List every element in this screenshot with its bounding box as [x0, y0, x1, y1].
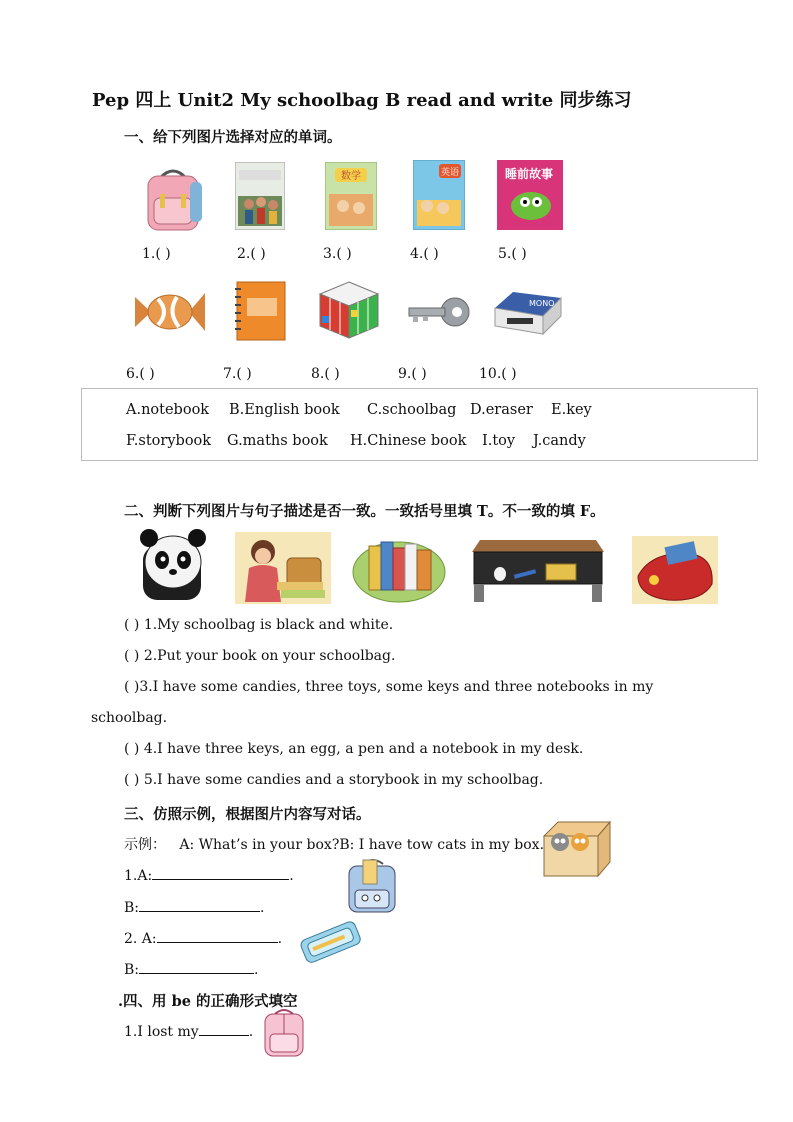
- word-options-box: [81, 388, 758, 461]
- english-book-picture: [413, 160, 465, 230]
- bag-with-books-picture: [351, 534, 449, 604]
- eraser-brand-text: MONO: [529, 299, 555, 308]
- judge-item-3[interactable]: ( )3.I have some candies, three toys, some keys and three notebooks in my: [124, 679, 654, 695]
- answer-blank-3[interactable]: 3.( ): [323, 246, 352, 262]
- maths-book-picture: [325, 162, 377, 230]
- example-label: 示例：: [124, 837, 166, 853]
- answer-blank-8[interactable]: 8.( ): [311, 366, 340, 382]
- answer-blank-6[interactable]: 6.( ): [126, 366, 155, 382]
- page-title: Pep 四上 Unit2 My schoolbag B read and write 同步练习: [92, 90, 632, 111]
- dialogue-1-a-blank[interactable]: [152, 865, 289, 880]
- option-j: J.candy: [533, 433, 586, 449]
- judge-item-3-continued: schoolbag.: [91, 710, 168, 726]
- toy-cube-picture: [318, 280, 380, 340]
- option-g: G.maths book: [227, 433, 328, 449]
- candy-picture: [133, 283, 207, 341]
- judge-item-2[interactable]: ( ) 2.Put your book on your schoolbag.: [124, 648, 396, 664]
- english-book-cover-text: 英语: [440, 168, 460, 178]
- option-a: A.notebook: [126, 402, 210, 418]
- answer-blank-5[interactable]: 5.( ): [498, 246, 527, 262]
- chinese-book-picture: [235, 162, 285, 230]
- option-f: F.storybook: [126, 433, 212, 449]
- option-c: C.schoolbag: [367, 402, 457, 418]
- section4-heading: .四、用 be 的正确形式填空: [118, 993, 298, 1010]
- answer-blank-2[interactable]: 2.( ): [237, 246, 266, 262]
- pink-schoolbag-picture: [259, 1006, 309, 1058]
- dialogue-2-b: B: .: [124, 959, 258, 978]
- girl-putting-book-picture: [235, 532, 331, 604]
- option-b: B.English book: [229, 402, 340, 418]
- storybook-picture: [497, 160, 563, 230]
- key-picture: [407, 292, 471, 332]
- fill-item-1-blank[interactable]: [199, 1021, 249, 1036]
- schoolbag-picture: [138, 164, 208, 234]
- dialogue-1-a-label: 1.A:: [124, 868, 153, 884]
- judge-item-1[interactable]: ( ) 1.My schoolbag is black and white.: [124, 617, 394, 633]
- answer-blank-1[interactable]: 1.( ): [142, 246, 171, 262]
- example-text: A: What’s in your box?B: I have tow cats in my box.: [179, 837, 545, 853]
- pencil-box-picture: [300, 914, 362, 972]
- answer-blank-4[interactable]: 4.( ): [410, 246, 439, 262]
- dialogue-1-b: B: .: [124, 897, 264, 916]
- section2-heading: 二、判断下列图片与句子描述是否一致。一致括号里填 T。不一致的填 F。: [124, 503, 605, 520]
- option-i: I.toy: [482, 433, 516, 449]
- red-bag-picture: [632, 536, 718, 604]
- dialogue-2-a-blank[interactable]: [157, 928, 278, 943]
- dialogue-1-a: 1.A: .: [124, 865, 294, 884]
- judge-item-5[interactable]: ( ) 5.I have some candies and a storybook in my schoolbag.: [124, 772, 544, 788]
- option-d: D.eraser: [470, 402, 533, 418]
- dialogue-2-a-label: 2. A:: [124, 931, 157, 947]
- dialogue-2-a: 2. A: .: [124, 928, 282, 947]
- box-with-cats-picture: [540, 812, 618, 880]
- section3-heading: 三、仿照示例，根据图片内容写对话。: [124, 806, 371, 823]
- storybook-cover-text: 睡前故事: [504, 167, 554, 181]
- answer-blank-7[interactable]: 7.( ): [223, 366, 252, 382]
- dialogue-2-b-label: B:: [124, 962, 140, 978]
- fill-item-1-suffix: .: [248, 1024, 254, 1040]
- fill-item-1-prefix: 1.I lost my: [124, 1024, 199, 1040]
- dialogue-2-b-blank[interactable]: [139, 959, 254, 974]
- option-h: H.Chinese book: [350, 433, 467, 449]
- notebook-picture: [233, 280, 287, 342]
- option-e: E.key: [551, 402, 592, 418]
- eraser-picture: [493, 288, 563, 338]
- desk-picture: [470, 536, 606, 602]
- dialogue-1-b-blank[interactable]: [139, 897, 260, 912]
- answer-blank-10[interactable]: 10.( ): [479, 366, 517, 382]
- judge-item-4[interactable]: ( ) 4.I have three keys, an egg, a pen and a notebook in my desk.: [124, 741, 584, 757]
- answer-blank-9[interactable]: 9.( ): [398, 366, 427, 382]
- panda-schoolbag-picture: [133, 526, 213, 604]
- section1-heading: 一、给下列图片选择对应的单词。: [124, 129, 342, 146]
- dialogue-1-b-label: B:: [124, 900, 140, 916]
- fill-item-1: [124, 1021, 253, 1040]
- blue-schoolbag-picture: [343, 856, 405, 916]
- maths-book-cover-text: 数学: [341, 171, 361, 182]
- example-line: [124, 834, 544, 854]
